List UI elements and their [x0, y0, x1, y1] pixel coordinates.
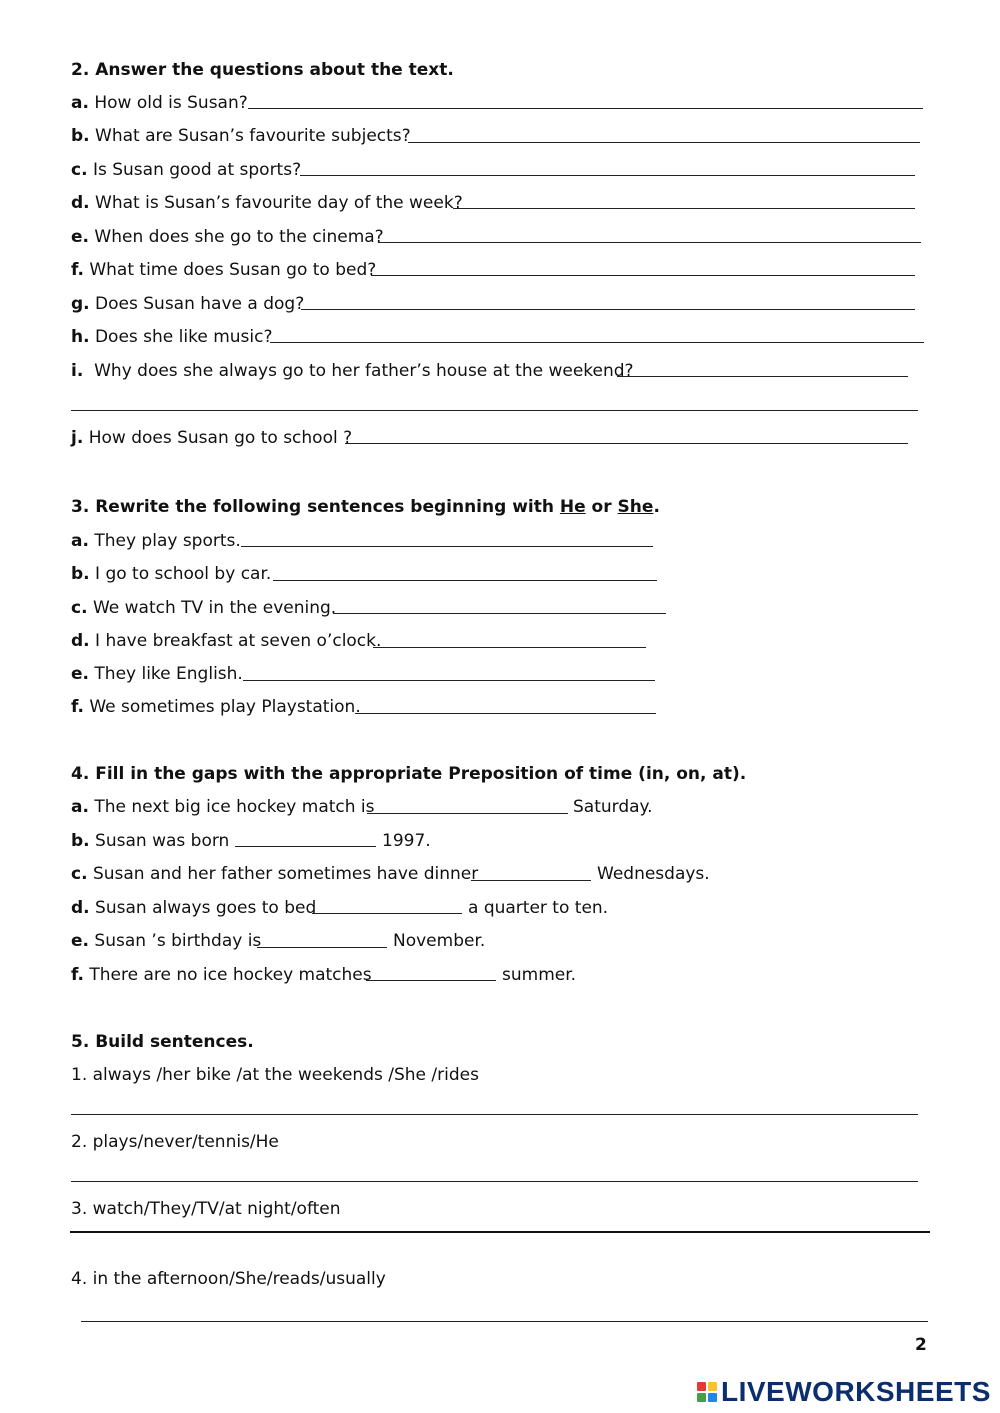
logo-icon: [697, 1382, 717, 1402]
she-word: She: [617, 497, 654, 517]
gap-e-after: November.: [393, 931, 486, 951]
answer-line-e[interactable]: [378, 242, 921, 243]
section-4-heading: 4. Fill in the gaps with the appropriate Preposition of time (in, on, at).: [71, 764, 747, 784]
answer-line-j[interactable]: [345, 443, 908, 444]
gap-line-f[interactable]: [366, 980, 496, 981]
section-5-heading: 5. Build sentences.: [71, 1032, 254, 1052]
liveworksheets-logo[interactable]: [697, 1376, 991, 1408]
rewrite-b: b. I go to school by car.: [71, 564, 272, 584]
answer-line-g[interactable]: [301, 309, 915, 310]
gap-a-after: Saturday.: [573, 797, 653, 817]
question-b: b. What are Susan’s favourite subjects?: [71, 126, 411, 146]
question-e: e. When does she go to the cinema?: [71, 227, 384, 247]
question-j: j. How does Susan go to school ?: [71, 428, 353, 448]
question-f: f. What time does Susan go to bed?: [71, 260, 377, 280]
question-g: g. Does Susan have a dog?: [71, 294, 305, 314]
gap-line-d[interactable]: [312, 913, 462, 914]
gap-b-after: 1997.: [382, 831, 431, 851]
answer-line-h[interactable]: [270, 342, 924, 343]
section-3-heading: 3. Rewrite the following sentences beginning with He or She.: [71, 497, 660, 517]
gap-f-after: summer.: [502, 965, 577, 985]
question-h: h. Does she like music?: [71, 327, 273, 347]
section-2-heading: 2. Answer the questions about the text.: [71, 60, 454, 80]
answer-line-b[interactable]: [408, 142, 920, 143]
gap-c-after: Wednesdays.: [597, 864, 710, 884]
gap-line-e[interactable]: [257, 947, 387, 948]
question-i: i. Why does she always go to her father’s house at the weekend?: [71, 361, 634, 381]
brand-name: LIVEWORKSHEETS: [721, 1376, 991, 1407]
gap-line-c[interactable]: [471, 880, 591, 881]
rewrite-line-b[interactable]: [273, 580, 657, 581]
build-line-2[interactable]: [71, 1181, 918, 1182]
gap-d: d. Susan always goes to bed: [71, 898, 317, 918]
build-line-3[interactable]: [70, 1231, 930, 1233]
rewrite-line-e[interactable]: [243, 680, 655, 681]
page-number: 2: [915, 1335, 927, 1355]
rewrite-line-d[interactable]: [373, 647, 646, 648]
answer-line-c[interactable]: [300, 175, 915, 176]
rewrite-d: d. I have breakfast at seven o’clock.: [71, 631, 382, 651]
answer-line-i-2[interactable]: [71, 410, 918, 411]
gap-line-a[interactable]: [367, 813, 568, 814]
build-line-4[interactable]: [81, 1321, 928, 1322]
gap-c: c. Susan and her father sometimes have dinner: [71, 864, 479, 884]
answer-line-i[interactable]: [617, 376, 908, 377]
gap-f: f. There are no ice hockey matches: [71, 965, 372, 985]
question-c: c. Is Susan good at sports?: [71, 160, 302, 180]
rewrite-a: a. They play sports.: [71, 531, 241, 551]
gap-line-b[interactable]: [235, 846, 376, 847]
gap-b: b. Susan was born: [71, 831, 230, 851]
gap-d-after: a quarter to ten.: [468, 898, 609, 918]
answer-line-f[interactable]: [371, 275, 915, 276]
rewrite-line-a[interactable]: [241, 546, 653, 547]
build-4: 4. in the afternoon/She/reads/usually: [71, 1269, 386, 1289]
build-1: 1. always /her bike /at the weekends /She /rides: [71, 1065, 479, 1085]
question-d: d. What is Susan’s favourite day of the week?: [71, 193, 463, 213]
rewrite-line-f[interactable]: [355, 713, 656, 714]
build-2: 2. plays/never/tennis/He: [71, 1132, 279, 1152]
build-3: 3. watch/They/TV/at night/often: [71, 1199, 341, 1219]
build-line-1[interactable]: [71, 1114, 918, 1115]
rewrite-f: f. We sometimes play Playstation.: [71, 697, 361, 717]
answer-line-d[interactable]: [453, 208, 915, 209]
gap-a: a. The next big ice hockey match is: [71, 797, 375, 817]
question-a: a. How old is Susan?: [71, 93, 248, 113]
rewrite-e: e. They like English.: [71, 664, 243, 684]
rewrite-line-c[interactable]: [333, 613, 666, 614]
gap-e: e. Susan ’s birthday is: [71, 931, 262, 951]
he-word: He: [559, 497, 586, 517]
answer-line-a[interactable]: [248, 108, 923, 109]
rewrite-c: c. We watch TV in the evening.: [71, 598, 337, 618]
